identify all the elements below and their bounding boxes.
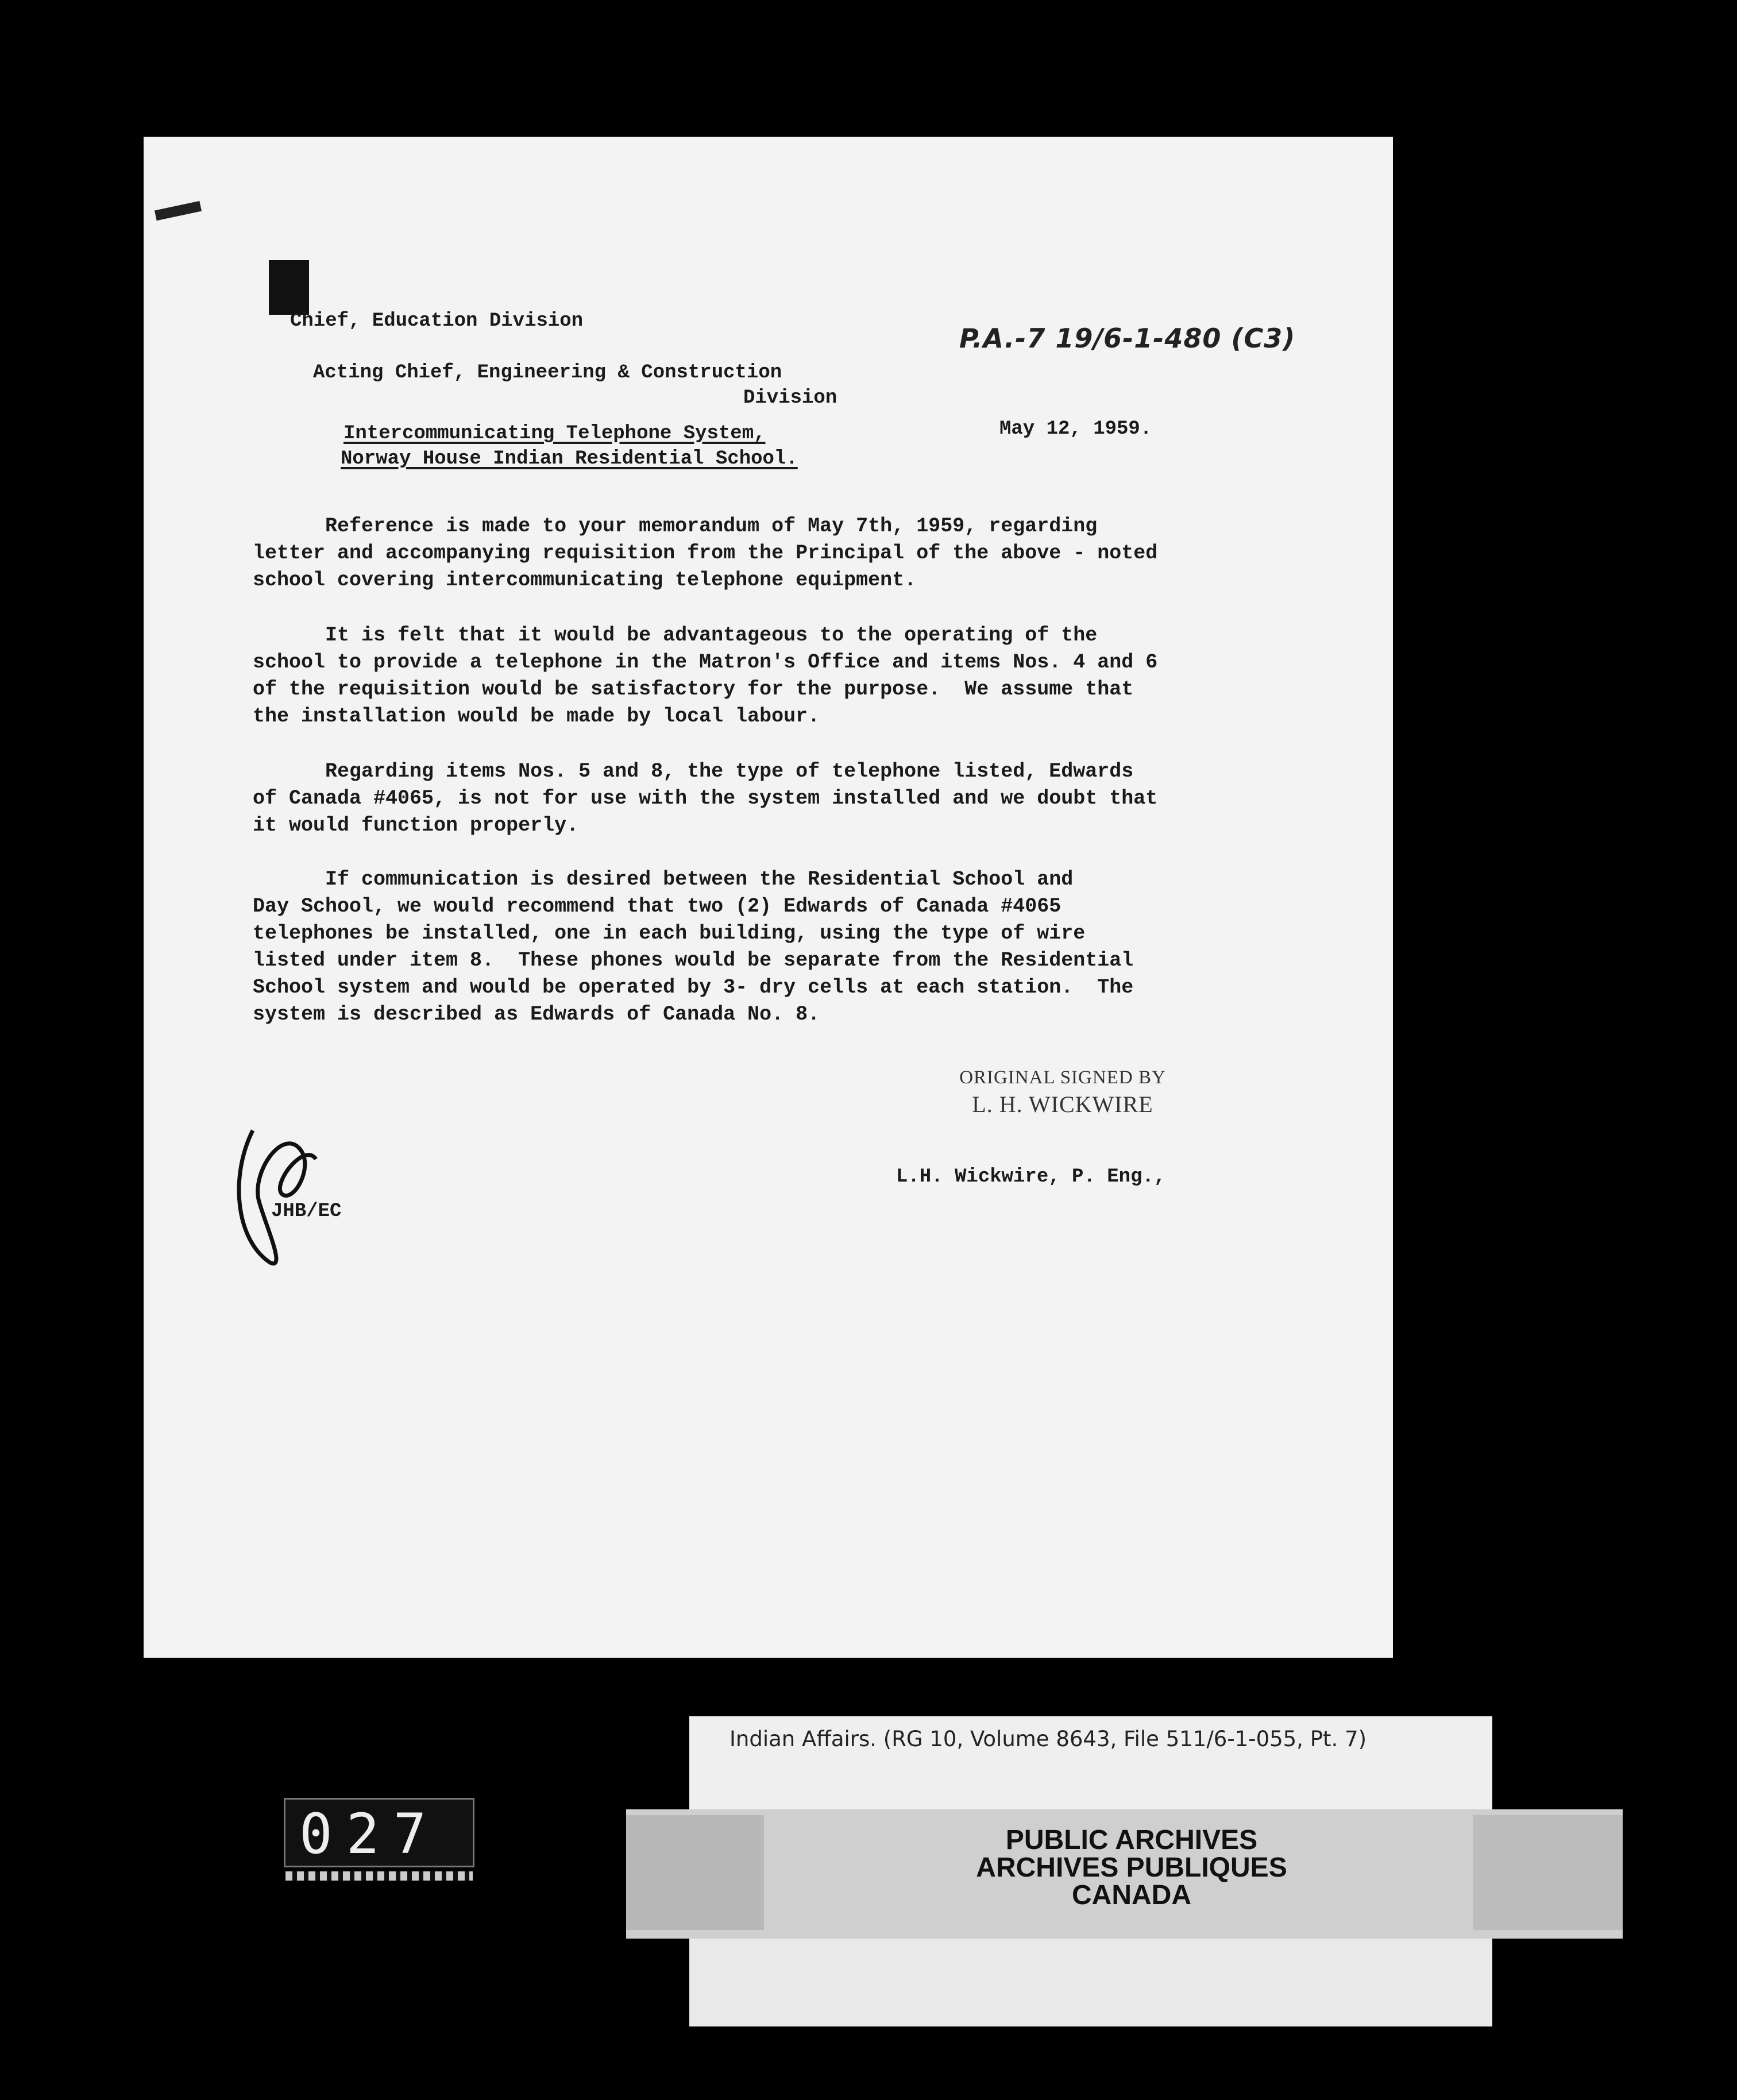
document-page xyxy=(144,137,1393,1658)
archive-stamp-line1: PUBLIC ARCHIVES xyxy=(1005,1825,1258,1855)
stamp-line2: L. H. WICKWIRE xyxy=(972,1091,1153,1117)
handwritten-initials-mark xyxy=(218,1107,333,1274)
memo-from-line2: Division xyxy=(743,387,837,409)
memo-date: May 12, 1959. xyxy=(999,418,1152,440)
frame-counter-digits: 027 xyxy=(299,1802,441,1866)
film-sprocket-strip xyxy=(285,1871,473,1881)
corner-mark xyxy=(155,201,202,221)
redaction-mark xyxy=(269,260,309,315)
paragraph-4: If communication is desired between the Residential School and Day School, we would recommend that two (2) Edwards of Canada #4065 telephones be installed, one in each building, using the type of wire listed under item 8. These phones would be separate from the Residential School system and would be operated by 3- dry cells at each station. The system is described as Edwards of Canada No. 8. xyxy=(253,868,1134,1026)
memo-subject-line1: Intercommunicating Telephone System, xyxy=(343,423,766,445)
paragraph-3: Regarding items Nos. 5 and 8, the type of telephone listed, Edwards of Canada #4065, is not for use with the system installed and we doubt that it would function properly. xyxy=(253,760,1158,837)
archive-stamp-line2: ARCHIVES PUBLIQUES xyxy=(976,1852,1287,1883)
archive-stamp-line3: CANADA xyxy=(1072,1880,1191,1910)
memo-subject-line2: Norway House Indian Residential School. xyxy=(341,448,798,470)
archive-stamp xyxy=(879,1827,1384,1909)
archive-reference: Indian Affairs. (RG 10, Volume 8643, File 511/6-1-055, Pt. 7) xyxy=(729,1727,1367,1751)
paragraph-2: It is felt that it would be advantageous to the operating of the school to provide a telephone in the Matron's Office and items Nos. 4 and 6 of the requisition would be satisfactory for the purpose. We assume that the installation would be made by local labour. xyxy=(253,624,1158,728)
tape-right-end xyxy=(1473,1815,1623,1930)
stamp-line1: ORIGINAL SIGNED BY xyxy=(959,1067,1166,1088)
memo-from-line1: Acting Chief, Engineering & Construction xyxy=(313,362,782,384)
archive-stamp-tape xyxy=(626,1809,1623,1939)
file-reference: P.A.-7 19/6-1-480 (C3) xyxy=(959,323,1296,354)
frame-counter xyxy=(284,1798,474,1867)
signature-block: L.H. Wickwire, P. Eng., xyxy=(896,1166,1166,1188)
memo-to: Chief, Education Division xyxy=(290,310,584,332)
paragraph-1: Reference is made to your memorandum of May 7th, 1959, regarding letter and accompanying requisition from the Principal of the above - noted school covering intercommunicating telephone equipment. xyxy=(253,515,1158,592)
tape-left-end xyxy=(626,1815,764,1930)
typist-initials: JHB/EC xyxy=(271,1200,342,1222)
signed-stamp xyxy=(902,1067,1223,1118)
